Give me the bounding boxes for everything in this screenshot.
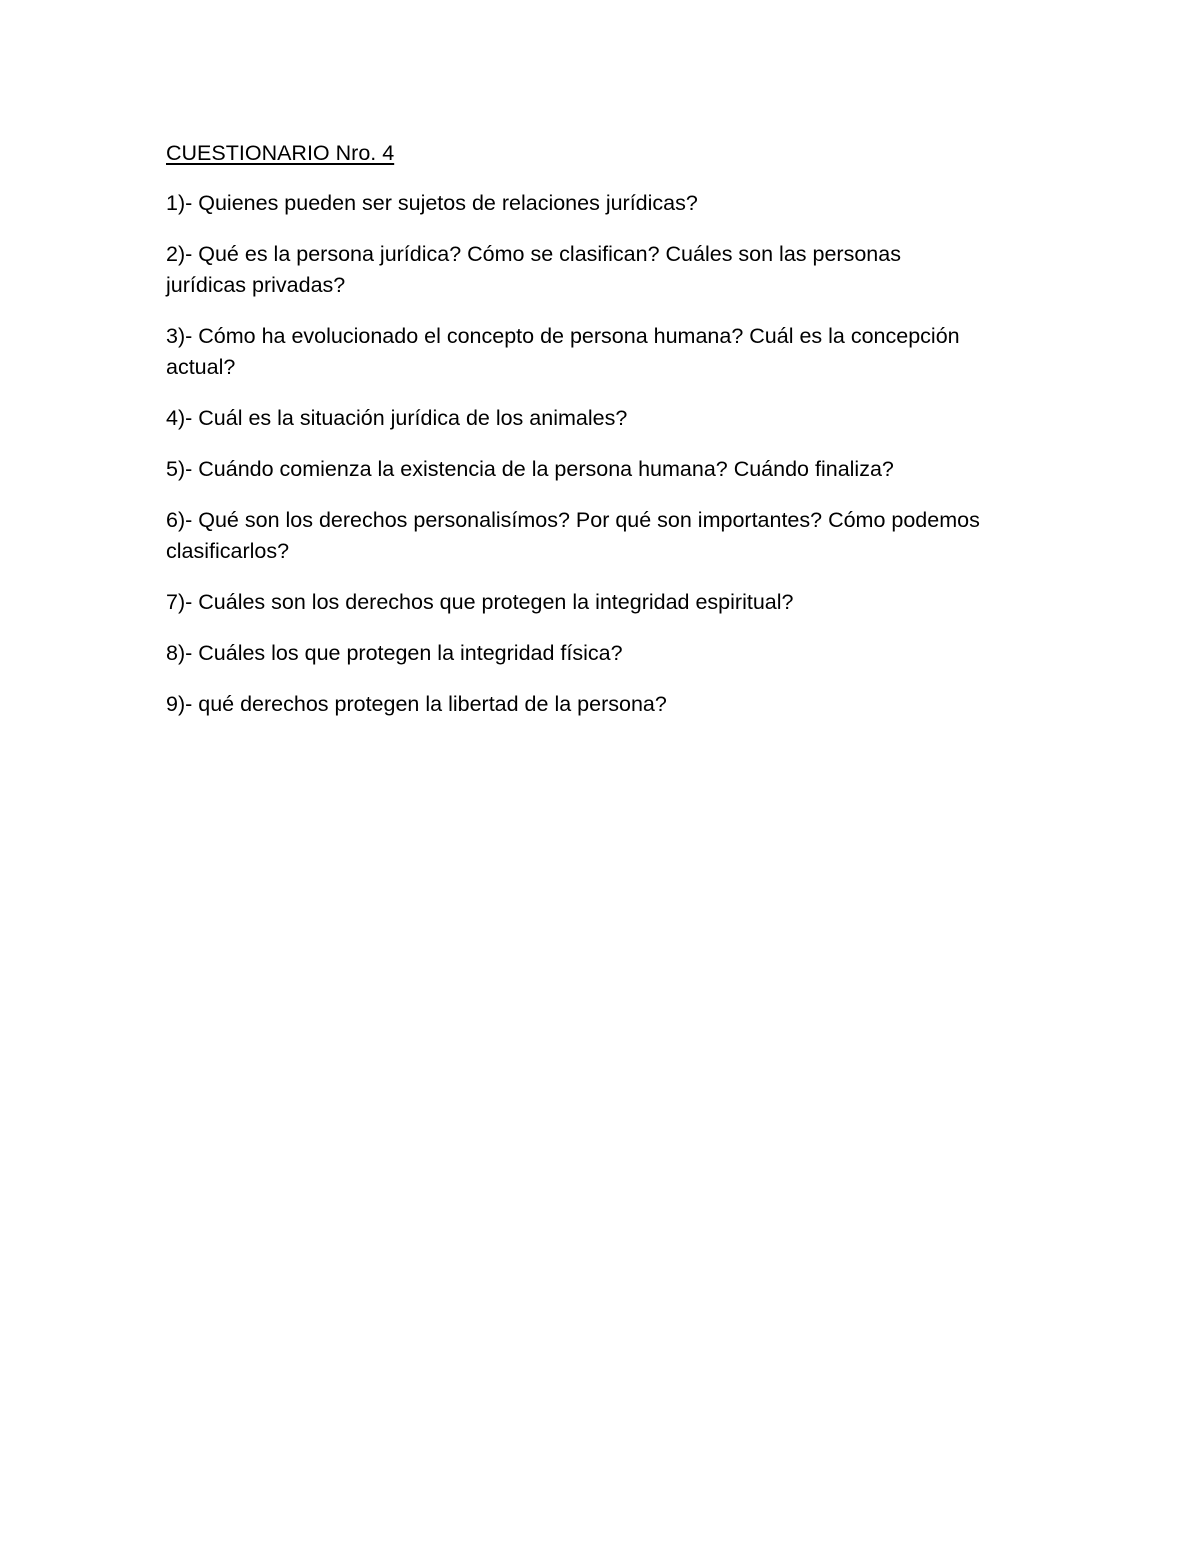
question-8: 8)- Cuáles los que protegen la integridad física? <box>166 641 623 665</box>
document-body <box>166 138 986 740</box>
question-5: 5)- Cuándo comienza la existencia de la persona humana? Cuándo finaliza? <box>166 457 894 481</box>
question-3: 3)- Cómo ha evolucionado el concepto de persona humana? Cuál es la concepción actual? <box>166 324 960 379</box>
question-1: 1)- Quienes pueden ser sujetos de relaciones jurídicas? <box>166 191 698 215</box>
question-9: 9)- qué derechos protegen la libertad de la persona? <box>166 692 667 716</box>
document-title: CUESTIONARIO Nro. 4 <box>166 141 395 165</box>
question-4: 4)- Cuál es la situación jurídica de los animales? <box>166 406 628 430</box>
question-6: 6)- Qué son los derechos personalisímos? Por qué son importantes? Cómo podemos clasificarlos? <box>166 508 980 563</box>
question-7: 7)- Cuáles son los derechos que protegen la integridad espiritual? <box>166 590 794 614</box>
question-2: 2)- Qué es la persona jurídica? Cómo se clasifican? Cuáles son las personas jurídicas privadas? <box>166 242 901 297</box>
